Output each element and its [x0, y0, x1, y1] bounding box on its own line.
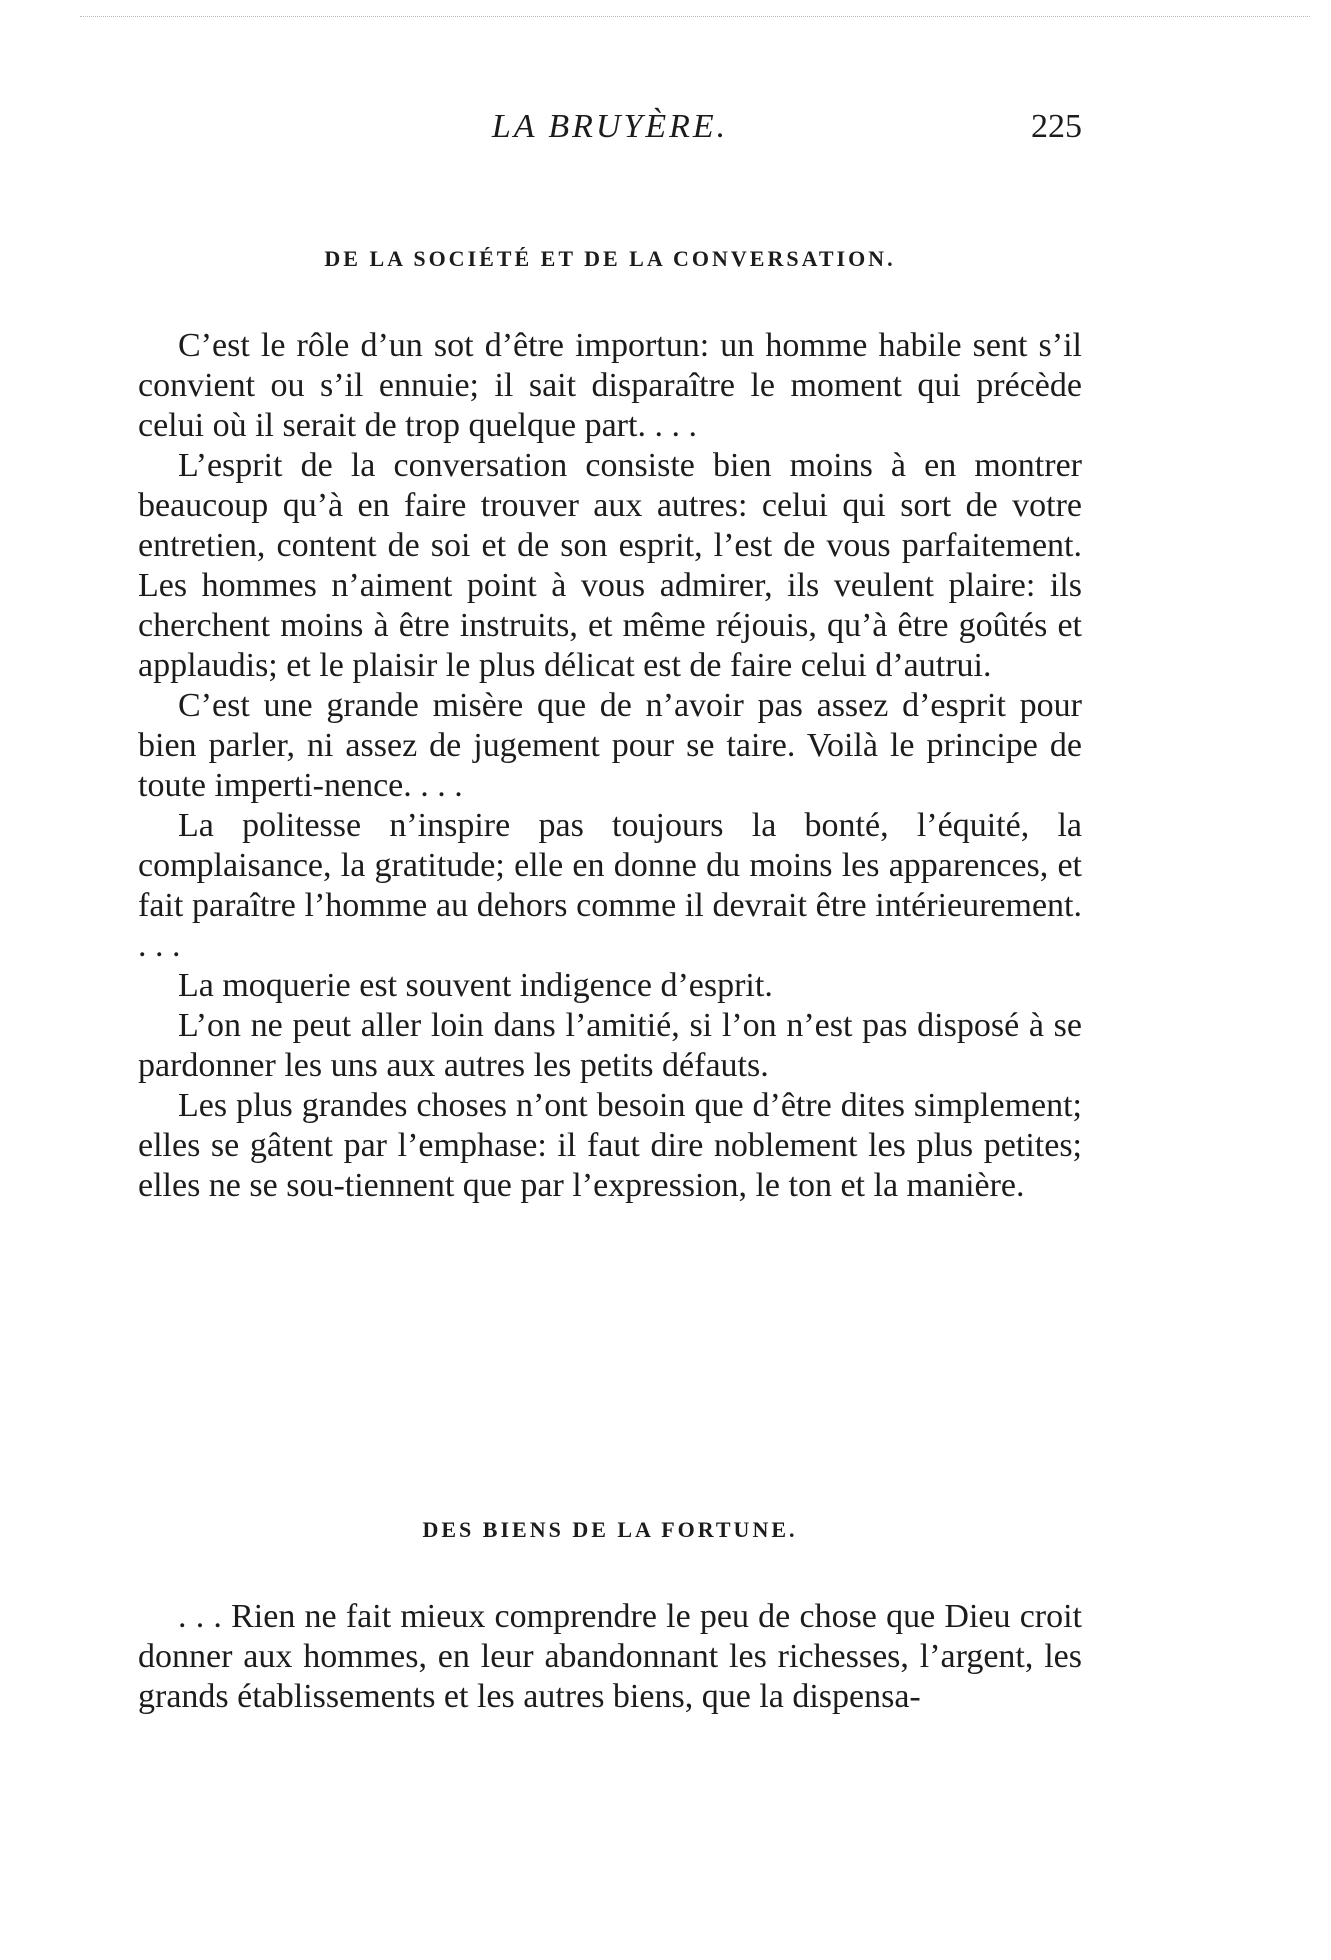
- paragraph: C’est une grande misère que de n’avoir pas assez d’esprit pour bien parler, ni assez de jugement pour se taire. Voilà le principe de toute imperti-nence. . . .: [138, 687, 1082, 804]
- section-heading: DE LA SOCIÉTÉ ET DE LA CONVERSATION.: [324, 246, 896, 271]
- paragraph: . . . Rien ne fait mieux comprendre le peu de chose que Dieu croit donner aux hommes, en leur abandonnant les richesses, l’argent, les grands établissements et les autres biens, que la dispensa-: [138, 1598, 1082, 1715]
- paragraph: La politesse n’inspire pas toujours la bonté, l’équité, la complaisance, la gratitude; elle en donne du moins les apparences, et fait paraître l’homme au dehors comme il devrait être intérieurement. . . .: [138, 807, 1082, 964]
- paragraph: C’est le rôle d’un sot d’être importun: un homme habile sent s’il convient ou s’il ennuie; il sait disparaître le moment qui précède celui où il serait de trop quelque part. . . .: [138, 327, 1082, 444]
- section-society-conversation: [138, 244, 1082, 1206]
- paragraph: Les plus grandes choses n’ont besoin que d’être dites simplement; elles se gâtent par l’emphase: il faut dire noblement les plus petites; elles ne se sou-tiennent que par l’expression, le ton et la manière.: [138, 1087, 1082, 1204]
- scan-edge-line: [80, 16, 1310, 17]
- paragraph: L’on ne peut aller loin dans l’amitié, si l’on n’est pas disposé à se pardonner les uns aux autres les petits défauts.: [138, 1007, 1082, 1084]
- running-title: LA BRUYÈRE.: [491, 108, 729, 145]
- running-head: [138, 108, 1082, 158]
- section-goods-of-fortune: [138, 1515, 1082, 1717]
- paragraph: La moquerie est souvent indigence d’esprit.: [178, 967, 773, 1004]
- paragraph: L’esprit de la conversation consiste bien moins à en montrer beaucoup qu’à en faire trouver aux autres: celui qui sort de votre entretien, content de soi et de son esprit, l’est de vous parfaitement. Les hommes n’aiment point à vous admirer, ils veulent plaire: ils cherchent moins à être instruits, et même réjouis, qu’à être goûtés et applaudis; et le plaisir le plus délicat est de faire celui d’autrui.: [138, 447, 1082, 684]
- page-number: 225: [1031, 108, 1082, 145]
- section-heading: DES BIENS DE LA FORTUNE.: [422, 1517, 798, 1542]
